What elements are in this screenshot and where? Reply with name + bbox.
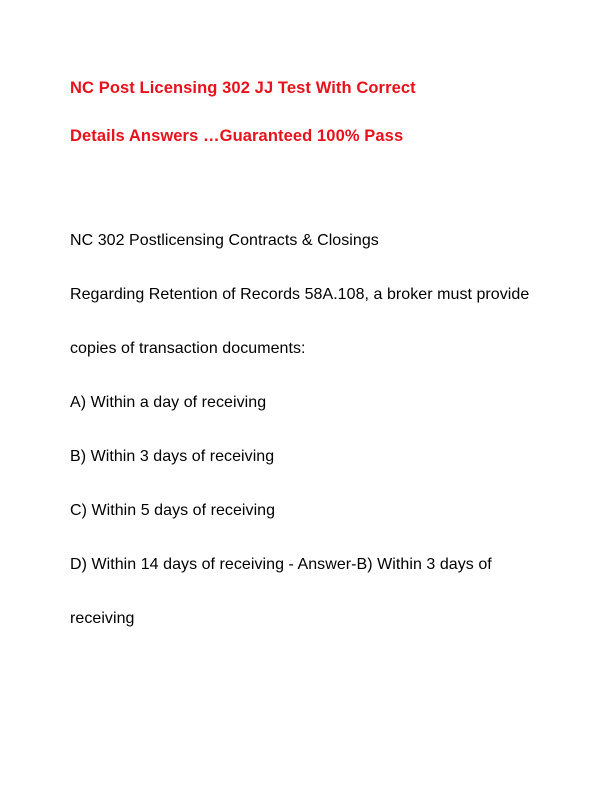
option-d-with-answer: D) Within 14 days of receiving - Answer-B) Within 3 days of receiving: [70, 556, 492, 627]
document-content: [70, 64, 532, 646]
page-title-line-1: NC Post Licensing 302 JJ Test With Correct: [70, 79, 416, 97]
course-heading: NC 302 Postlicensing Contracts & Closings: [70, 232, 379, 249]
page-title-line-2: Details Answers …Guaranteed 100% Pass: [70, 127, 404, 145]
question-text: Regarding Retention of Records 58A.108, a broker must provide copies of transaction documents:: [70, 286, 530, 357]
option-b: B) Within 3 days of receiving: [70, 448, 275, 465]
option-a: A) Within a day of receiving: [70, 394, 267, 411]
option-c: C) Within 5 days of receiving: [70, 502, 276, 519]
title-body-spacer: [70, 160, 532, 214]
page-title: [70, 64, 532, 160]
